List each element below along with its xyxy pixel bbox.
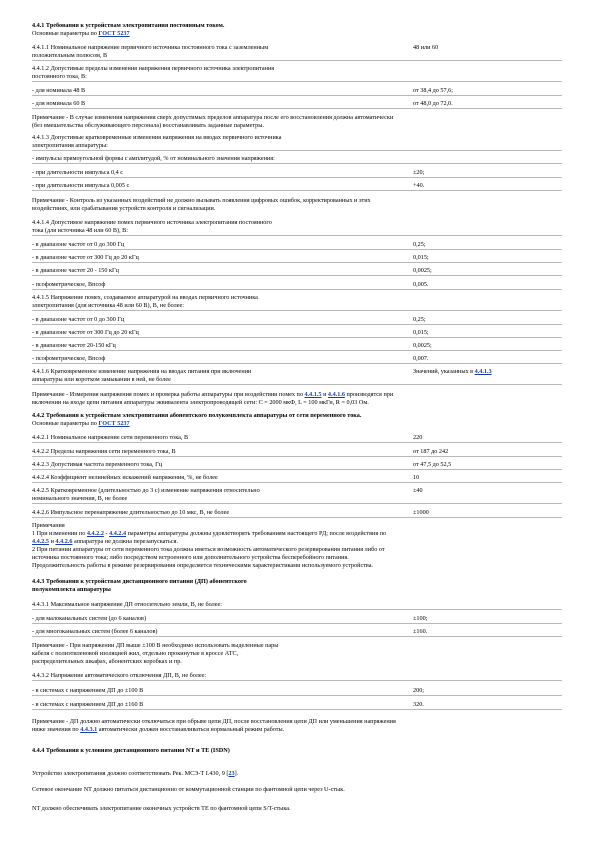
row-divider — [32, 337, 562, 338]
note-text: аппаратура не должна перезапускаться. — [72, 538, 178, 545]
link-4-4-2-6[interactable]: 4.4.2.6 — [55, 538, 73, 545]
item-4-4-1-5-row3-value: 0,0025; — [413, 342, 432, 349]
note-text: - — [103, 530, 110, 537]
paragraph: Сетевое окончание NT должно питаться дистанционно от коммутационной станции по фантомной цепи через U-стык. — [32, 786, 345, 793]
row-divider — [32, 442, 562, 443]
item-4-4-2-5-value: ±40 — [413, 487, 423, 494]
item-4-4-2-2-label: 4.4.2.2 Пределы напряжения сети переменного тока, В — [32, 448, 176, 455]
note-line: (без вмешательства обслуживающего персонала) восстанавливать заданные параметры. — [32, 122, 264, 129]
item-4-4-3-2-label: 4.4.3.2 Напряжение автоматического отключения ДП, В, не более: — [32, 672, 207, 679]
item-4-4-1-4-row4-label: - псофометрическое, Впсоф — [32, 281, 106, 288]
row-divider — [32, 163, 562, 164]
row-divider — [32, 503, 562, 504]
note-line: Примечание - В случае изменения напряжения сверх допустимых пределов аппаратура после его восстановления должна автоматически — [32, 114, 394, 121]
item-4-4-2-2-value: от 187 до 242 — [413, 448, 449, 455]
item-4-4-1-3-line2: электропитания аппаратуры: — [32, 142, 108, 149]
note-line: источника постоянного тока; либо посредством встроенного или дополнительного устройства бесперебойного питания. — [32, 554, 349, 561]
item-4-4-2-4-value: 10 — [413, 474, 420, 481]
note-line — [32, 391, 393, 398]
row-divider — [32, 289, 562, 290]
row-divider — [32, 249, 562, 250]
gost-link[interactable]: ГОСТ 5237 — [98, 30, 130, 37]
row-divider — [32, 81, 562, 82]
item-4-4-1-6-line2: аппаратуры или коротком замыкании в ней, не более — [32, 376, 171, 383]
item-4-4-1-4-line1: 4.4.1.4 Допустимое напряжение помех первичного источника электропитания постоянного — [32, 219, 272, 226]
notes-title: Примечания — [32, 522, 65, 529]
item-4-4-3-2-row2-value: 320. — [413, 701, 424, 708]
item-4-4-1-4-line2: тока (для источника 48 или 60 В), В: — [32, 227, 129, 234]
row-divider — [32, 190, 562, 191]
note-line: Продолжительность работы в режиме резервирования определяется техническими характеристиками используемого устройства. — [32, 562, 374, 569]
note-line — [32, 530, 386, 537]
note-line: 2 При питании аппаратуры от сети переменного тока должна иметься возможность автоматического резервирования питания либо от — [32, 546, 385, 553]
item-4-4-3-1-row1-value: ±100; — [413, 615, 428, 622]
item-4-4-2-3-label: 4.4.2.3 Допустимая частота переменного тока, Гц — [32, 461, 163, 468]
section-heading-4-4-3-line2: полукомплекта аппаратуры — [32, 586, 111, 593]
item-4-4-1-2-row1-label: - для номинала 48 В — [32, 87, 86, 94]
item-4-4-1-4-row1-value: 0,25; — [413, 241, 426, 248]
item-4-4-1-5-row2-label: - в диапазоне частот от 300 Гц до 20 кГц — [32, 329, 139, 336]
section-heading-4-4-3-line1: 4.4.3 Требования к устройствам дистанционного питания (ДП) абонентского — [32, 578, 247, 585]
note-text: параметры аппаратуры должны удовлетворять требованиям настоящего РД; после воздействия по — [126, 530, 387, 537]
paragraph-text: Устройство электропитания должно соответствовать Рек. МСЭ-Т I.430, 9 [ — [32, 770, 229, 777]
row-divider — [32, 262, 562, 263]
item-4-4-3-2-row2-label: - в системах с напряжением ДП до ±160 В — [32, 701, 144, 708]
item-4-4-1-1-value: 48 или 60 — [413, 44, 439, 51]
link-4-4-3-1[interactable]: 4.4.3.1 — [80, 726, 98, 733]
row-divider — [32, 482, 562, 483]
row-divider — [32, 95, 562, 96]
section-heading-4-4-2: 4.4.2 Требования к устройствам электропитания абонентского полукомплекта аппаратуры от сети переменного тока. — [32, 412, 362, 419]
gost-link[interactable]: ГОСТ 5237 — [98, 420, 130, 427]
row-divider — [32, 275, 562, 276]
row-divider — [32, 695, 562, 696]
note-text: производятся при — [344, 391, 394, 398]
note-text: автоматически должен восстанавливаться нормальный режим работы. — [97, 726, 285, 733]
item-4-4-1-4-row1-label: - в диапазоне частот от 0 до 300 Гц — [32, 241, 125, 248]
row-divider — [32, 324, 562, 325]
paragraph-text: ]. — [234, 770, 239, 777]
item-4-4-1-4-row2-label: - в диапазоне частот от 300 Гц до 20 кГц — [32, 254, 139, 261]
item-4-4-1-5-row1-value: 0,25; — [413, 316, 426, 323]
note-line: распределительных шкафах, абонентских коробках и пр. — [32, 658, 182, 665]
item-4-4-1-4-row3-label: - в диапазоне частот 20 - 150 кГц — [32, 267, 119, 274]
item-4-4-1-2-row2-label: - для номинала 60 В — [32, 100, 86, 107]
row-divider — [32, 623, 562, 624]
item-4-4-1-5-row4-value: 0,007. — [413, 355, 429, 362]
note-text: Примечание - Измерения напряжения помех и проверка работы аппаратуры при воздействии помех по — [32, 391, 305, 398]
item-4-4-1-4-row2-value: 0,015; — [413, 254, 429, 261]
basic-params-line — [32, 30, 130, 37]
note-line: Примечание - ДП должно автоматически отключаться при обрыве цепи ДП, после восстановления цепи ДП или уменьшения напряжения — [32, 718, 396, 725]
item-4-4-1-6-value — [413, 368, 492, 375]
item-4-4-1-5-line2: электропитания (для источника 48 или 60 В), В, не более: — [32, 302, 184, 309]
note-text: ниже значения по — [32, 726, 81, 733]
item-4-4-1-2-row2-value: от 48,0 до 72,0. — [413, 100, 453, 107]
row-divider — [32, 363, 562, 364]
item-4-4-1-5-row1-label: - в диапазоне частот от 0 до 300 Гц — [32, 316, 125, 323]
item-4-4-1-1-line1: 4.4.1.1 Номинальное напряжение первичного источника постоянного тока с заземленным — [32, 44, 269, 51]
paragraph: NT должно обеспечивать электропитание оконечных устройств TE по фантомной цепи S/T-стыка. — [32, 805, 291, 812]
item-4-4-2-5-line2: номинального значения, В, не более — [32, 495, 128, 502]
row-divider — [32, 709, 562, 710]
note-line: Примечание - Контроль из указанных воздействий не должно вызывать появления цифровых ошибок, корректированных и этих — [32, 197, 371, 204]
row-divider — [32, 310, 562, 311]
row-divider — [32, 177, 562, 178]
item-4-4-1-5-row3-label: - в диапазоне частот 20-150 кГц — [32, 342, 116, 349]
note-line: кабеля с полиэтиленовой изоляцией жил, отдельно прокинутые в кроссе АТС, — [32, 650, 239, 657]
section-heading-4-4-1: 4.4.1 Требования к устройствам электропитания постоянным током. — [32, 22, 225, 29]
item-4-4-2-4-label: 4.4.2.4 Коэффициент нелинейных искажений напряжения, %, не более — [32, 474, 218, 481]
note-line: Примечание - При напряжении ДП выше ±100 В необходимо использовать выделенные пары — [32, 642, 279, 649]
basic-params-text: Основные параметры по — [32, 30, 99, 37]
note-text: 1 При изменении по — [32, 530, 87, 537]
item-4-4-3-1-row1-label: - для малоканальных систем (до 6 каналов) — [32, 615, 147, 622]
paragraph — [32, 770, 238, 777]
note-line — [32, 538, 178, 545]
row-divider — [32, 150, 562, 151]
reference-link-23[interactable]: 23 — [228, 770, 235, 777]
basic-params-line — [32, 420, 130, 427]
item-4-4-2-1-value: 220 — [413, 434, 423, 441]
link-4-4-2-4[interactable]: 4.4.2.4 — [109, 530, 127, 537]
item-4-4-3-1-row2-label: - для многоканальных систем (более 6 каналов) — [32, 628, 158, 635]
item-4-4-1-5-line1: 4.4.1.5 Напряжение помех, создаваемое аппаратурой на вводах первичного источника — [32, 294, 258, 301]
link-4-4-1-3[interactable]: 4.4.1.3 — [474, 368, 492, 375]
note-line: воздействиях, или срабатывания устройств контроля и сигнализации. — [32, 205, 216, 212]
item-4-4-1-1-line2: положительным полюсом, В — [32, 52, 108, 59]
row-divider — [32, 60, 562, 61]
item-4-4-1-3-row2-value: +40. — [413, 182, 425, 189]
item-4-4-3-1-row2-value: ±160. — [413, 628, 428, 635]
item-4-4-2-6-value: ±1000 — [413, 509, 429, 516]
link-4-4-1-6[interactable]: 4.4.1.6 — [327, 391, 345, 398]
row-divider — [32, 350, 562, 351]
item-4-4-1-6-line1: 4.4.1.6 Кратковременное изменение напряжения на вводах питания при включении — [32, 368, 252, 375]
item-4-4-1-3-line3: - импульсы прямоугольной формы с амплитудой, % от номинального значения напряжения: — [32, 155, 275, 162]
item-4-4-2-5-line1: 4.4.2.5 Кратковременное (длительностью до 3 с) изменение напряжения относительно — [32, 487, 260, 494]
basic-params-text: Основные параметры по — [32, 420, 99, 427]
item-4-4-3-1-label: 4.4.3.1 Максимальное напряжение ДП относительно земли, В, не более: — [32, 601, 222, 608]
row-divider — [32, 469, 562, 470]
row-divider — [32, 384, 562, 385]
note-text: и — [321, 391, 328, 398]
item-4-4-2-3-value: от 47,5 до 52,5 — [413, 461, 452, 468]
item-4-4-1-3-row2-label: - при длительности импульса 0,005 с — [32, 182, 130, 189]
note-line: включении на входе цепи питания аппаратуры эквивалента электропроводящей сети: С = 2000 мкФ, L = 100 мкГн, R = 0,03 Ом. — [32, 399, 369, 406]
item-4-4-1-4-row3-value: 0,0025; — [413, 267, 432, 274]
row-divider — [32, 636, 562, 637]
item-4-4-2-1-label: 4.4.2.1 Номинальное напряжение сети переменного тока, В — [32, 434, 189, 441]
note-text: и — [49, 538, 56, 545]
item-4-4-1-5-row2-value: 0,015; — [413, 329, 429, 336]
item-4-4-1-4-row4-value: 0,005. — [413, 281, 429, 288]
item-4-4-1-2-line1: 4.4.1.2 Допустимые пределы изменения напряжения первичного источника электропитания — [32, 65, 275, 72]
row-divider — [32, 235, 562, 236]
item-4-4-2-6-label: 4.4.2.6 Импульсное перенапряжение длительностью до 10 мкс, В, не более — [32, 509, 230, 516]
item-4-4-1-3-row1-label: - при длительности импульса 0,4 с — [32, 169, 124, 176]
item-4-4-3-2-row1-value: 200; — [413, 687, 425, 694]
item-4-4-1-2-row1-value: от 38,4 до 57,6; — [413, 87, 453, 94]
item-4-4-1-6-value-text: Значений, указанных в — [413, 368, 475, 375]
item-4-4-3-2-row1-label: - в системах с напряжением ДП до ±100 В — [32, 687, 144, 694]
item-4-4-1-5-row4-label: - псофометрическое, Впсоф — [32, 355, 106, 362]
link-4-4-1-5[interactable]: 4.4.1.5 — [304, 391, 322, 398]
row-divider — [32, 108, 562, 109]
link-4-4-2-5[interactable]: 4.4.2.5 — [32, 538, 50, 545]
item-4-4-1-3-line1: 4.4.1.3 Допустимые кратковременные изменения напряжения на вводах первичного источника — [32, 134, 282, 141]
section-heading-4-4-4: 4.4.4 Требования к условиям дистанционного питания NT и TE (ISDN) — [32, 747, 230, 754]
row-divider — [32, 456, 562, 457]
link-4-4-2-2[interactable]: 4.4.2.2 — [86, 530, 104, 537]
item-4-4-1-2-line2: постоянного тока, В: — [32, 73, 87, 80]
note-line — [32, 726, 284, 733]
item-4-4-1-3-row1-value: ±20; — [413, 169, 425, 176]
row-divider — [32, 609, 562, 610]
row-divider — [32, 680, 562, 681]
row-divider — [32, 517, 562, 518]
